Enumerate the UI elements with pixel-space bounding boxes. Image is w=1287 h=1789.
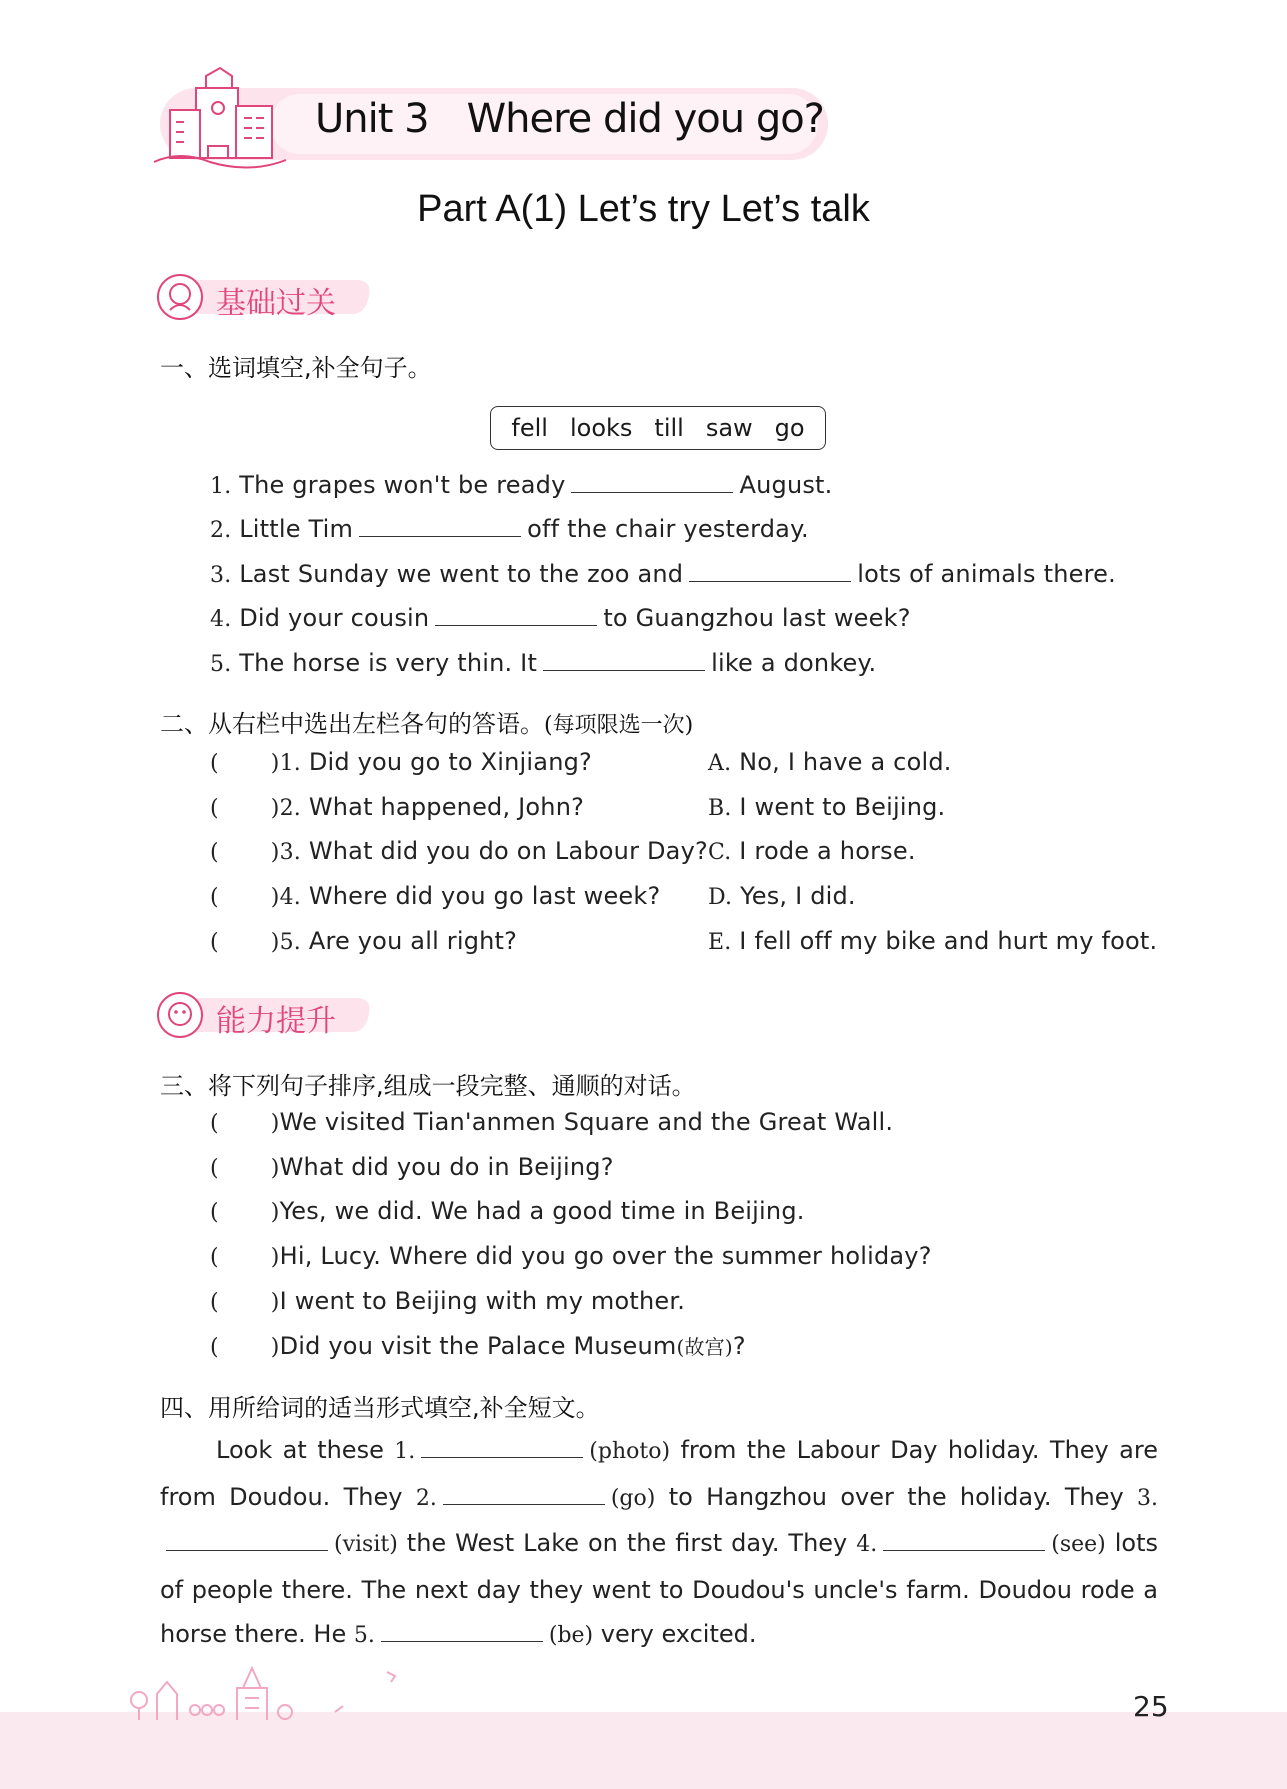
fill-item: 1. The grapes won't be ready August. [210,471,833,499]
match-item: ( )2. What happened, John? [210,793,585,821]
part-title: Part A(1) Let’s try Let’s talk [417,188,870,230]
badge-label: 基础过关 [216,286,336,321]
answer-option: E. I fell off my bike and hurt my foot. [708,927,1158,955]
school-building-icon [150,66,290,176]
unit-label: Unit 3 [315,96,429,142]
word-bank-word: looks [569,414,633,442]
answer-option: D. Yes, I did. [708,882,856,910]
page-number: 25 [1133,1690,1169,1723]
answer-blank[interactable] [359,514,521,537]
question-4-title: 四、用所给词的适当形式填空,补全短文。 [160,1394,600,1422]
unit-title-text: Where did you go? [466,96,824,142]
cloze-passage: Look at these 1. (photo) from the Labour Day holiday. They are from Doudou. They 2. (go) to Hangzhou over the holiday. They 3.(visit) the West Lake on the first day. They 4. (see) lots of people there. The next day they went to Doudou's uncle's farm. Doudou rode a horse there. He 5. (be) very excited. [160,1436,1159,1648]
order-item: ( )Did you visit the Palace Museum(故宫)? [210,1332,746,1360]
answer-blank[interactable] [689,559,851,582]
fill-item: 4. Did your cousin to Guangzhou last week? [210,604,911,632]
order-item: ( )We visited Tian'anmen Square and the Great Wall. [210,1108,894,1136]
answer-blank[interactable] [571,470,733,493]
answer-option: C. I rode a horse. [708,837,916,865]
answer-blank[interactable] [421,1435,583,1458]
word-bank [490,406,826,450]
match-item: ( )4. Where did you go last week? [210,882,661,910]
answer-blank[interactable] [166,1528,328,1551]
question-3-title: 三、将下列句子排序,组成一段完整、通顺的对话。 [160,1072,696,1100]
question-2-title: 二、从右栏中选出左栏各句的答语。(每项限选一次) [160,710,694,738]
answer-option: B. I went to Beijing. [708,793,946,821]
answer-blank[interactable] [543,648,705,671]
question-1-title: 一、选词填空,补全句子。 [160,354,432,382]
match-item: ( )5. Are you all right? [210,927,518,955]
fill-item: 5. The horse is very thin. It like a donkey. [210,649,877,677]
word-bank-word: go [774,414,805,442]
fill-item: 2. Little Tim off the chair yesterday. [210,515,809,543]
order-item: ( )I went to Beijing with my mother. [210,1287,686,1315]
word-bank-word: till [654,414,684,442]
bottom-band [0,1712,1287,1789]
section-badge-basic [156,270,376,324]
section-badge-advanced [156,988,376,1042]
answer-blank[interactable] [435,603,597,626]
badge-label: 能力提升 [216,1004,336,1039]
town-decoration-icon [125,1652,515,1722]
unit-title [315,96,824,142]
answer-blank[interactable] [443,1482,605,1505]
word-bank-word: fell [511,414,548,442]
fill-item: 3. Last Sunday we went to the zoo and lots of animals there. [210,560,1116,588]
match-item: ( )3. What did you do on Labour Day? [210,837,708,865]
order-item: ( )Yes, we did. We had a good time in Beijing. [210,1197,805,1225]
order-item: ( )What did you do in Beijing? [210,1153,614,1181]
answer-blank[interactable] [381,1619,543,1642]
word-bank-word: saw [705,414,753,442]
answer-blank[interactable] [883,1528,1045,1551]
match-item: ( )1. Did you go to Xinjiang? [210,748,592,776]
order-item: ( )Hi, Lucy. Where did you go over the summer holiday? [210,1242,932,1270]
answer-option: A. No, I have a cold. [708,748,952,776]
